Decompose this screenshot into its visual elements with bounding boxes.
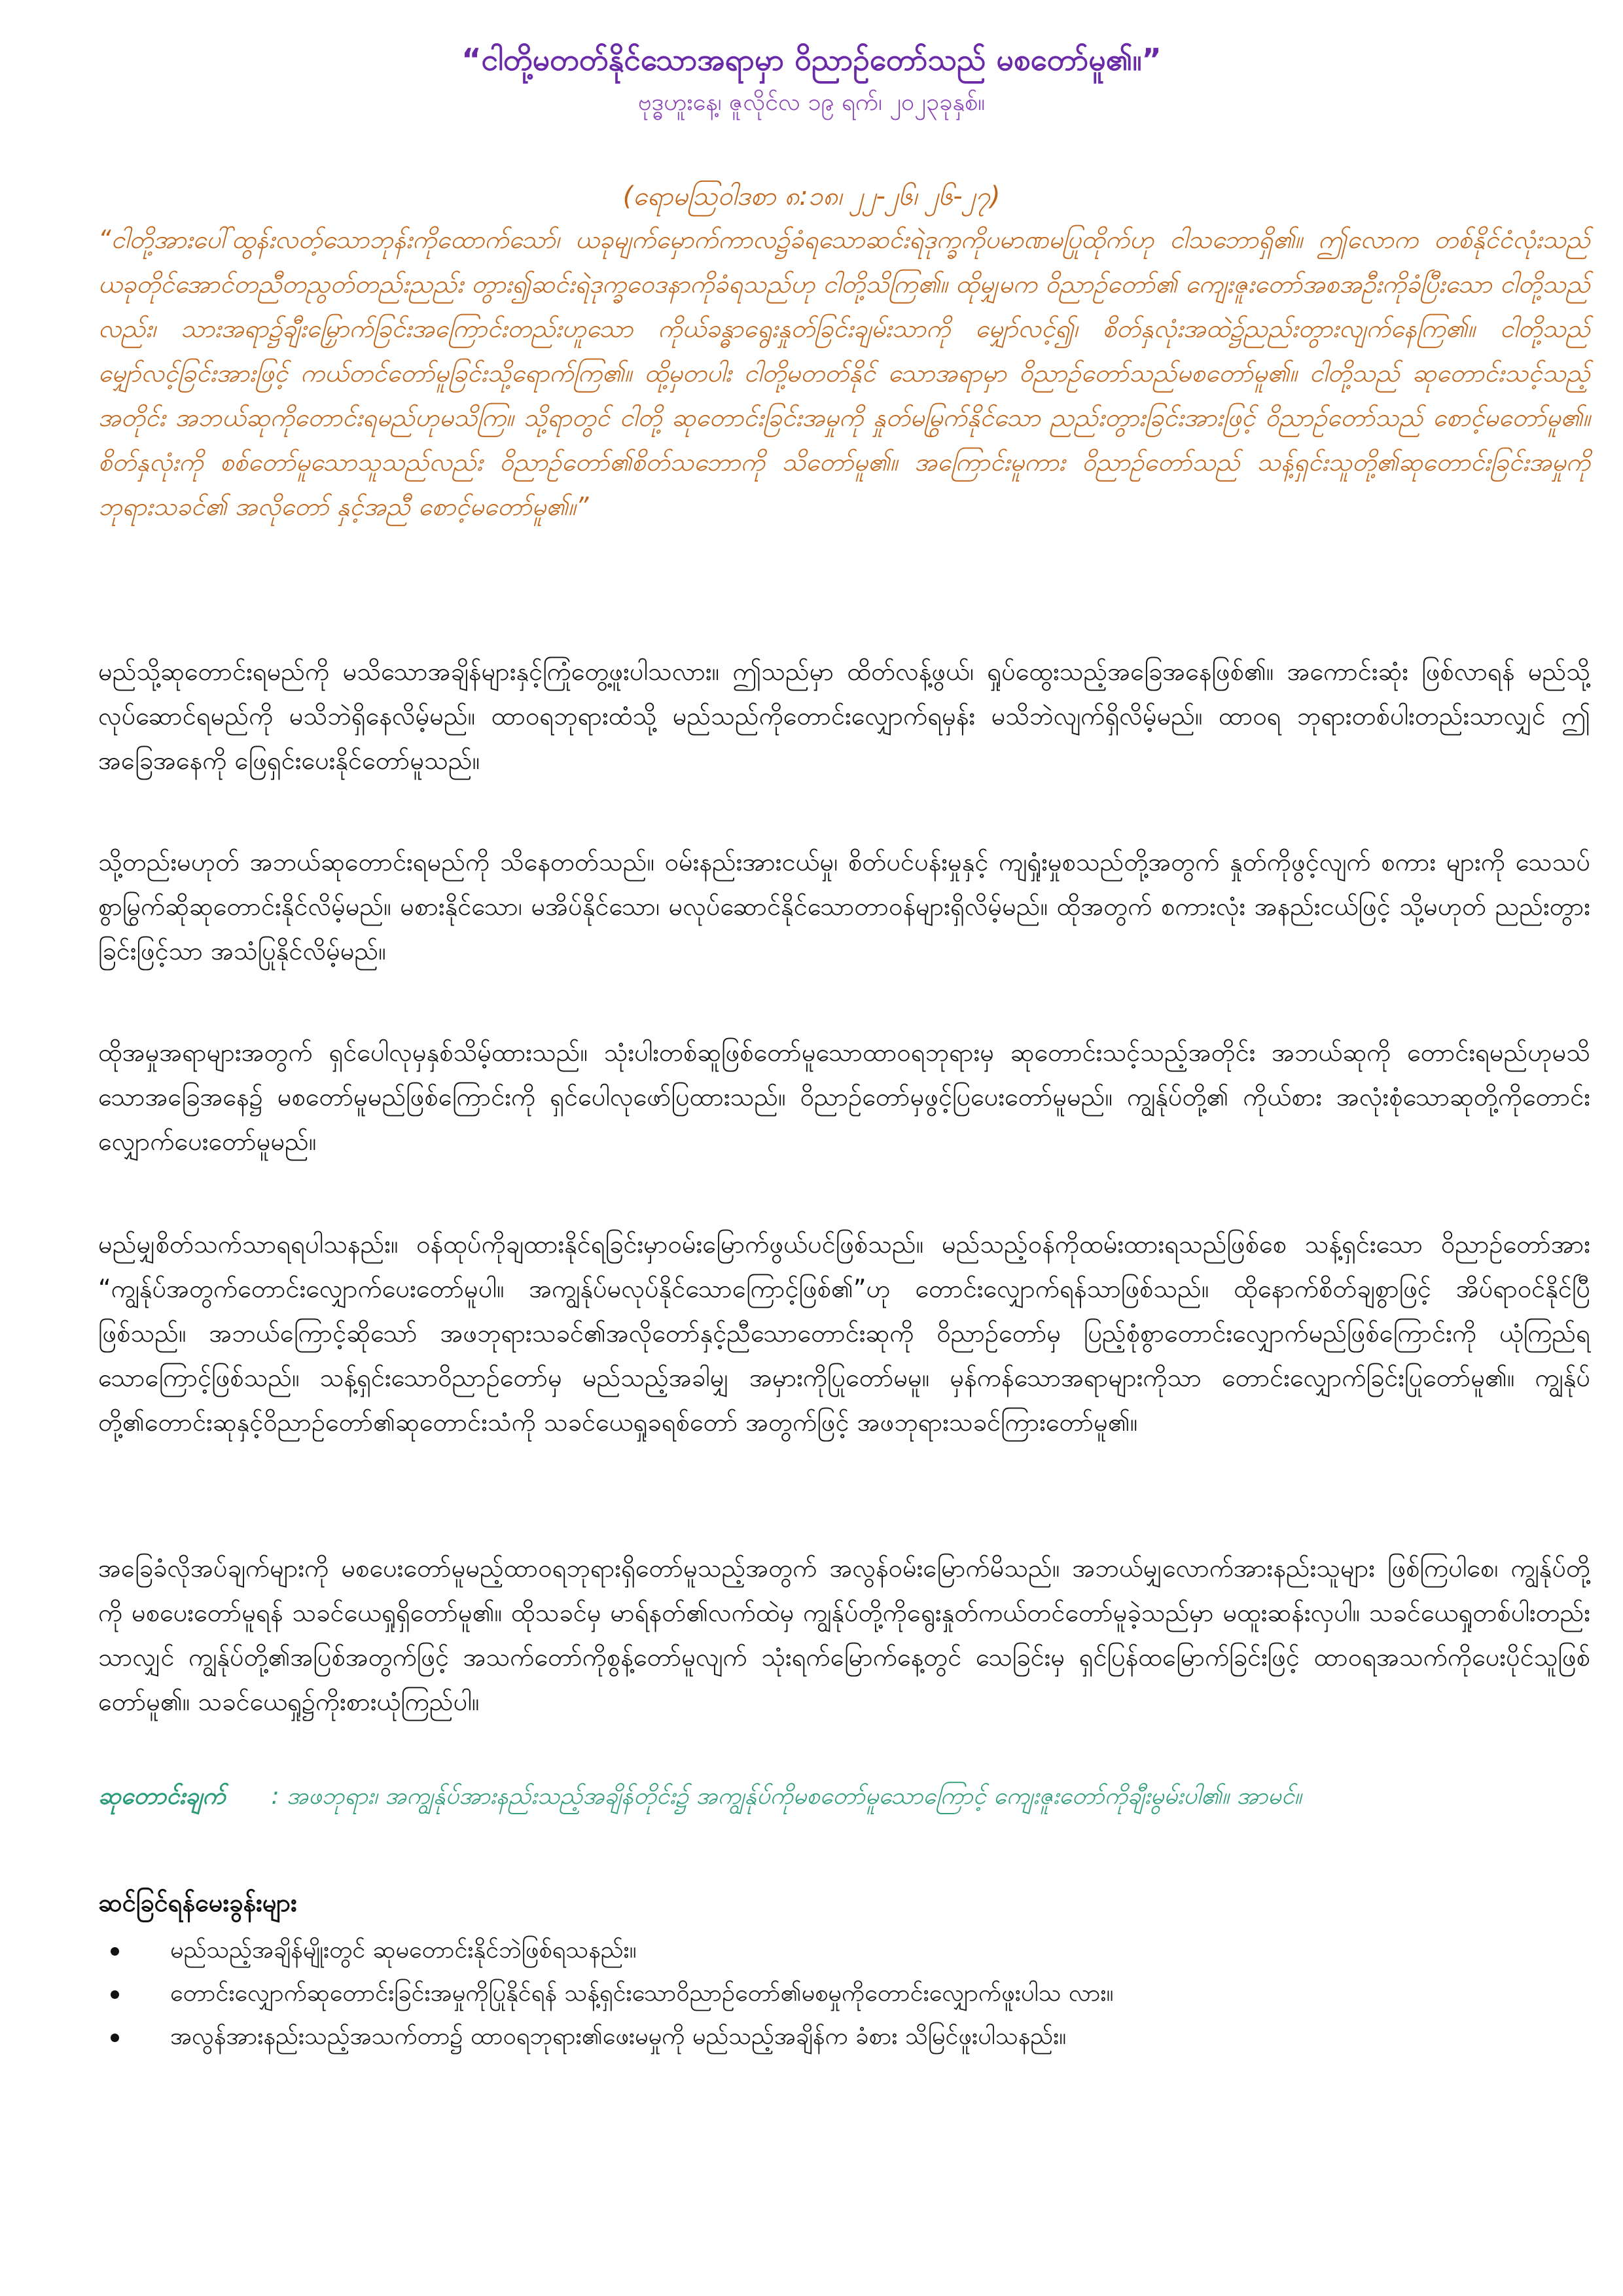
bullet-icon (110, 2015, 119, 2058)
body-paragraph: မည်သို့ဆုတောင်းရမည်ကို မသိသောအချိန်များနှင့်ကြုံတွေ့ဖူးပါသလား။ ဤသည်မှာ ထိတ်လန့်ဖွယ်၊ ရှုပ်ထွေးသည့်အခြေအနေဖြစ်၏။ အကောင်းဆုံး ဖြစ်လာရန် မည်သို့လုပ်ဆောင်ရမည်ကို မသိဘဲရှိနေလိမ့်မည်။ ထာဝရဘုရားထံသို့ မည်သည်ကိုတောင်းလျှောက်ရမှန်း မသိဘဲလျက်ရှိလိမ့်မည်။ ထာဝရ ဘုရားတစ်ပါးတည်းသာလျှင် ဤအခြေအနေကို ဖြေရှင်းပေးနိုင်တော်မူသည်။ (98, 657, 1590, 775)
page-header (79, 36, 1544, 122)
page-title: “ငါတို့မတတ်နိုင်သောအရာမှာ ဝိညာဉ်တော်သည် မစတော်မူ၏။” (461, 42, 1162, 77)
prayer-label: ဆုတောင်းချက် (98, 1783, 226, 1810)
reflection-questions (98, 1882, 1590, 2058)
list-item (98, 2015, 1590, 2058)
body-paragraph: သို့တည်းမဟုတ် အဘယ်ဆုတောင်းရမည်ကို သိနေတတ်သည်။ ဝမ်းနည်းအားငယ်မှု၊ စိတ်ပင်ပန်းမှုနှင့် ကျရှုံးမှုစသည်တို့အတွက် နှုတ်ကိုဖွင့်လျက် စကား များကို သေသပ်စွာမြွက်ဆိုဆုတောင်းနိုင်လိမ့်မည်။ မစားနိုင်သော၊ မအိပ်နိုင်သော၊ မလုပ်ဆောင်နိုင်သောတာဝန်များရှိလိမ့်မည်။ ထိုအတွက် စကားလုံး အနည်းငယ်ဖြင့် သို့မဟုတ် ညည်းတွားခြင်းဖြင့်သာ အသံပြုနိုင်လိမ့်မည်။ (98, 848, 1590, 965)
body-paragraph: အခြေခံလိုအပ်ချက်များကို မစပေးတော်မူမည့်ထာဝရဘုရားရှိတော်မူသည့်အတွက် အလွန်ဝမ်းမြောက်မိသည်။ အဘယ်မျှလောက်အားနည်းသူများ ဖြစ်ကြပါစေ၊ ကျွန်ုပ်တို့ကို မစပေးတော်မူရန် သခင်ယေရှုရှိတော်မူ၏။ ထိုသခင်မှ မာရ်နတ်၏လက်ထဲမှ ကျွန်ုပ်တို့ကိုရွေးနှုတ်ကယ်တင်တော်မူခဲ့သည်မှာ မထူးဆန်းလှပါ။ သခင်ယေရှုတစ်ပါးတည်းသာလျှင် ကျွန်ုပ်တို့၏အပြစ်အတွက်ဖြင့် အသက်တော်ကိုစွန့်တော်မူလျက် သုံးရက်မြောက်နေ့တွင် သေခြင်းမှ ရှင်ပြန်ထမြောက်ခြင်းဖြင့် ထာဝရအသက်ကိုပေးပိုင်သူဖြစ်တော်မူ၏။ သခင်ယေရှု၌ကိုးစားယုံကြည်ပါ။ (98, 1554, 1590, 1716)
prayer-text: : အဖဘုရား၊ အကျွန်ုပ်အားနည်းသည့်အချိန်တိုင်း၌ အကျွန်ုပ်ကိုမစတော်မူသောကြောင့် ကျေးဇူးတော်ကိုချီးမွမ်းပါ၏။ အာမင်။ (271, 1783, 1302, 1810)
date-line: ဗုဒ္ဓဟူးနေ့၊ ဇူလိုင်လ ၁၉ ရက်၊ ၂၀၂၃ခုနှစ်။ (637, 89, 986, 116)
question-text: တောင်းလျှောက်ဆုတောင်းခြင်းအမှုကိုပြုနိုင်ရန် သန့်ရှင်းသောဝိညာဉ်တော်၏မစမှုကိုတောင်းလျှောက်ဖူးပါသ လား။ (170, 1980, 1114, 2007)
question-text: အလွန်အားနည်းသည့်အသက်တာ၌ ထာဝရဘုရား၏ဖေးမမှုကို မည်သည့်အချိန်က ခံစား သိမြင်ဖူးပါသနည်း။ (170, 2023, 1067, 2050)
bullet-icon (110, 1972, 119, 2015)
body-paragraph: မည်မျှစိတ်သက်သာရရပါသနည်း။ ဝန်ထုပ်ကိုချထားနိုင်ရခြင်းမှာဝမ်းမြောက်ဖွယ်ပင်ဖြစ်သည်။ မည်သည့်ဝန်ကိုထမ်းထားရသည်ဖြစ်စေ သန့်ရှင်းသော ဝိညာဉ်တော်အား “ကျွန်ုပ်အတွက်တောင်းလျှောက်ပေးတော်မူပါ။ အကျွန်ုပ်မလုပ်နိုင်သောကြောင့်ဖြစ်၏”ဟု တောင်းလျှောက်ရန်သာဖြစ်သည်။ ထိုနောက်စိတ်ချစွာဖြင့် အိပ်ရာဝင်နိုင်ပြီဖြစ်သည်။ အဘယ်ကြောင့်ဆိုသော် အဖဘုရားသခင်၏အလိုတော်နှင့်ညီသောတောင်းဆုကို ဝိညာဉ်တော်မှ ပြည့်စုံစွာတောင်းလျှောက်မည်ဖြစ်ကြောင်းကို ယုံကြည်ရသောကြောင့်ဖြစ်သည်။ သန့်ရှင်းသောဝိညာဉ်တော်မှ မည်သည့်အခါမျှ အမှားကိုပြုတော်မမူ။ မှန်ကန်သောအရာများကိုသာ တောင်းလျှောက်ခြင်းပြုတော်မူ၏။ ကျွန်ုပ်တို့၏တောင်းဆုနှင့်ဝိညာဉ်တော်၏ဆုတောင်းသံကို သခင်ယေရှုခရစ်တော် အတွက်ဖြင့် အဖဘုရားသခင်ကြားတော်မူ၏။ (98, 1230, 1590, 1437)
list-item (98, 1929, 1590, 1972)
questions-heading: ဆင်ခြင်ရန်မေးခွန်းများ (98, 1888, 297, 1917)
questions-list (98, 1929, 1590, 2058)
body-paragraph: ထိုအမှုအရာများအတွက် ရှင်ပေါလုမှနှစ်သိမ့်ထားသည်။ သုံးပါးတစ်ဆူဖြစ်တော်မူသောထာဝရဘုရားမှ ဆုတောင်းသင့်သည့်အတိုင်း အဘယ်ဆုကို တောင်းရမည်ဟုမသိသောအခြေအနေ၌ မစတော်မူမည်ဖြစ်ကြောင်းကို ရှင်ပေါလုဖော်ပြထားသည်။ ဝိညာဉ်တော်မှဖွင့်ပြပေးတော်မူမည်။ ကျွန်ုပ်တို့၏ ကိုယ်စား အလုံးစုံသောဆုတို့ကိုတောင်းလျှောက်ပေးတော်မူမည်။ (98, 1038, 1590, 1156)
scripture-passage: “ငါတို့အားပေါ်ထွန်းလတ့်သောဘုန်းကိုထောက်သော်၊ ယခုမျက်မှောက်ကာလ၌ခံရသောဆင်းရဲဒုက္ခကိုပမာဏမပြုထိုက်ဟု ငါသဘောရှိ၏။ ဤလောက တစ်နိုင်ငံလုံးသည် ယခုတိုင်အောင်တညီတညွတ်တည်းညည်း တွား၍ဆင်းရဲဒုက္ခဝေဒနာကိုခံရသည်ဟု ငါတို့သိကြ၏။ ထိုမျှမက ဝိညာဉ်တော်၏ ကျေးဇူးတော်အစအဦးကိုခံပြီးသော ငါတို့သည်လည်း၊ သားအရာ၌ချီးမြှောက်ခြင်းအကြောင်းတည်းဟူသော ကိုယ်ခန္ဓာရွေးနှုတ်ခြင်းချမ်းသာကို မျှော်လင့်၍၊ စိတ်နှလုံးအထဲ၌ညည်းတွားလျက်နေကြ၏။ ငါတို့သည် မျှော်လင့်ခြင်းအားဖြင့် ကယ်တင်တော်မူခြင်းသို့ရောက်ကြ၏။ ထို့မှတပါး ငါတို့မတတ်နိုင် သောအရာမှာ ဝိညာဉ်တော်သည်မစတော်မူ၏။ ငါတို့သည် ဆုတောင်းသင့်သည့်အတိုင်း အဘယ်ဆုကိုတောင်းရမည်ဟုမသိကြ။ သို့ရာတွင် ငါတို့ ဆုတောင်းခြင်းအမှုကို နှုတ်မမြွက်နိုင်သော ညည်းတွားခြင်းအားဖြင့် ဝိညာဉ်တော်သည် စောင့်မတော်မူ၏။ စိတ်နှလုံးကို စစ်တော်မူသောသူသည်လည်း ဝိညာဉ်တော်၏စိတ်သဘောကို သိတော်မူ၏။ အကြောင်းမူကား ဝိညာဉ်တော်သည် သန့်ရှင်းသူတို့၏ဆုတောင်းခြင်းအမှုကို ဘုရားသခင်၏ အလိုတော် နှင့်အညီ စောင့်မတော်မူ၏။” (98, 225, 1590, 521)
scripture-reference: (ရောမသြဝါဒစာ ၈:၁၈၊ ၂၂-၂၆၊ ၂၆-၂၇) (622, 181, 1001, 211)
list-item (98, 1972, 1590, 2015)
question-text: မည်သည့်အချိန်မျိုးတွင် ဆုမတောင်းနိုင်ဘဲဖြစ်ရသနည်း။ (170, 1937, 637, 1964)
prayer-section (98, 1777, 1590, 1816)
bullet-icon (110, 1929, 119, 1972)
